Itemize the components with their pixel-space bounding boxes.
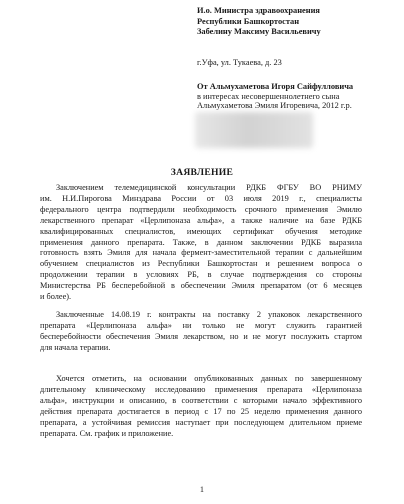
text-line: лекарственного препарат «Церлипоназа альфа», а также наличие на базе РДКБ	[40, 215, 362, 225]
text-line: Министерства РБ бесперебойной в обеспечении Эмиля препаратом (от 6 месяцев	[40, 281, 362, 291]
recipient-line-2: Республики Башкортостан	[197, 16, 300, 26]
text-line: препарата «Церлипоназа альфа» ни только не могут служить гарантией	[40, 320, 362, 330]
text-line: Заключенные 14.08.19 г. контракты на поставку 2 упаковок лекарственного	[56, 310, 362, 319]
text-line: альфа», инструкции и описанию, в соответствии с которыми начало эффективного	[40, 395, 362, 405]
recipient-line-1: И.о. Министра здравоохранения	[197, 6, 320, 15]
text-line: бесперебойности обеспечения Эмиля лекарством, но и не могут послужить стартом	[40, 331, 362, 341]
text-line: препарата, а устойчивая ремиссия наступает при последующем длительном приеме	[40, 417, 362, 427]
city-address: г.Уфа, ул. Тукаева, д. 23	[197, 58, 282, 67]
redacted-address-block	[195, 112, 313, 148]
paragraph-1	[40, 183, 362, 303]
text-line: федерального центра подтвердили необходимость срочного применения Эмилю	[40, 204, 362, 214]
paragraph-2	[40, 310, 362, 354]
text-line: препарата. См. график и приложение.	[40, 428, 174, 438]
text-line: Заключением телемедицинской консультации РДКБ ФГБУ ВО РНИМУ	[56, 183, 362, 192]
recipient-block	[197, 6, 397, 38]
document-title: ЗАЯВЛЕНИЕ	[170, 167, 234, 178]
text-line: и более).	[40, 292, 72, 302]
page-number: 1	[199, 485, 205, 494]
text-line: им. Н.И.Пирогова Минздрава России от 03 июля 2019 г., специалисты	[40, 193, 362, 203]
text-line: для начала терапии.	[40, 342, 111, 352]
text-line: квалифицированных специалистов, имеющих сертификат обучения методике	[40, 226, 362, 236]
text-line: готовность взять Эмиля для начала фермент-заместительной терапии с дальнейшим	[40, 248, 362, 258]
paragraph-3	[40, 374, 362, 439]
recipient-line-3: Забелину Максиму Васильевичу	[197, 27, 321, 36]
sender-line-2: в интересах несовершеннолетнего сына	[197, 91, 340, 101]
text-line: действия препарата достигается в период с 17 по 25 неделю применения данного	[40, 406, 362, 416]
text-line: длительному клиническому исследованию применения препарата «Церлипоназа	[40, 384, 362, 394]
text-line: применения данного препарата. Также, в данном заключении РДКБ выразила	[40, 237, 362, 247]
text-line: обучением специалистов из Республики Башкортостан и решением вопроса о	[40, 259, 362, 269]
sender-line-1: От Альмухаметова Игоря Сайфулловича	[197, 82, 354, 91]
text-line: продолжении терапии в условиях РБ, в случае подтверждения со стороны	[40, 270, 362, 280]
text-line: Хочется отметить, на основании опубликованных данных по завершенному	[56, 374, 362, 383]
sender-line-3: Альмухаметова Эмиля Игоревича, 2012 г.р.	[197, 101, 352, 111]
sender-block	[197, 82, 402, 111]
